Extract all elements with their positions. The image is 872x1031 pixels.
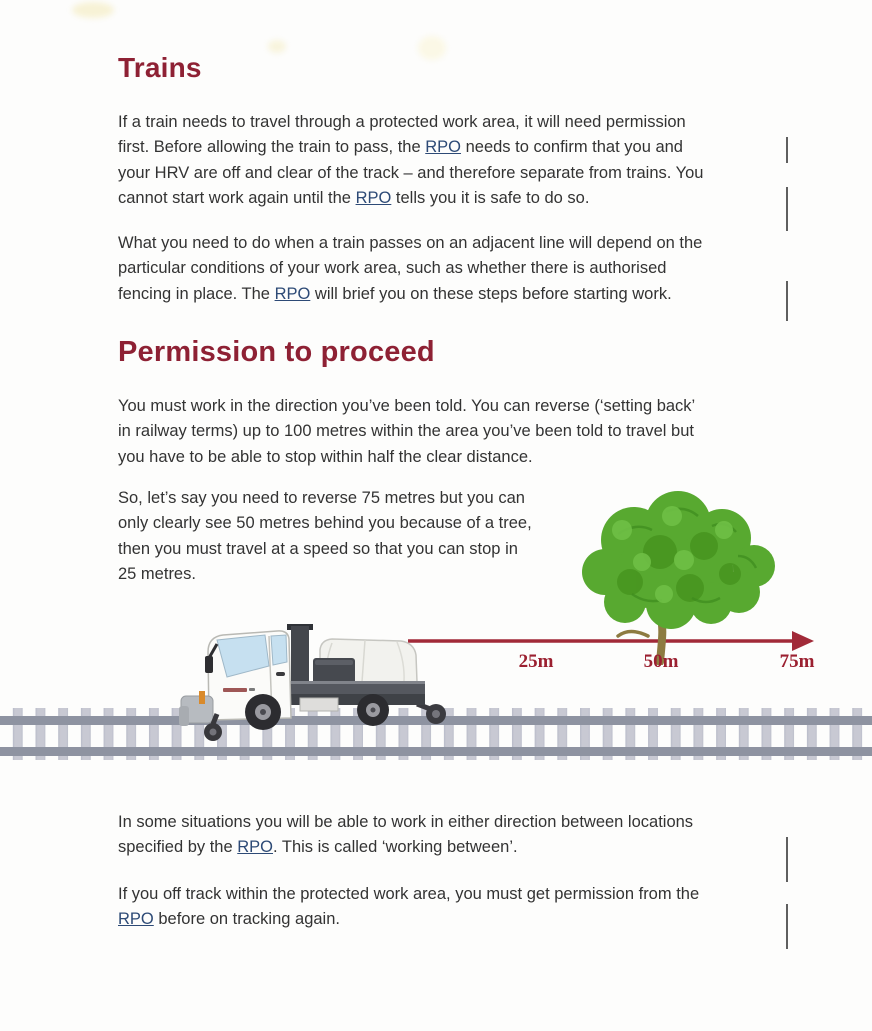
text-line bbox=[118, 835, 693, 860]
text-segment: then you must travel at a speed so that you can stop in bbox=[118, 539, 518, 558]
text-segment: So, let’s say you need to reverse 75 metres but you can bbox=[118, 489, 525, 507]
text-segment: needs to confirm that you and bbox=[461, 138, 683, 157]
paragraph-off-track bbox=[118, 882, 699, 933]
text-line bbox=[118, 907, 699, 932]
text-segment: fencing in place. The bbox=[118, 284, 275, 303]
text-line bbox=[118, 486, 532, 511]
text-line bbox=[118, 161, 703, 186]
distance-label-50m: 50m bbox=[643, 651, 679, 672]
text-line bbox=[118, 882, 699, 907]
text-segment: cannot start work again until the bbox=[118, 189, 356, 208]
text-line bbox=[118, 445, 695, 470]
revision-change-bar bbox=[786, 137, 788, 163]
text-segment: tells you it is safe to do so. bbox=[391, 189, 590, 208]
text-segment: only clearly see 50 metres behind you because of a tree, bbox=[118, 514, 532, 533]
text-segment: In some situations you will be able to work in either direction between locations bbox=[118, 813, 694, 831]
text-line bbox=[118, 394, 695, 419]
text-line bbox=[118, 256, 702, 281]
text-line bbox=[118, 282, 702, 307]
text-segment: before on tracking again. bbox=[153, 910, 340, 929]
text-segment: 25 metres. bbox=[118, 565, 196, 584]
text-segment: You must work in the direction you’ve been told. You can reverse (‘setting back’ bbox=[118, 397, 696, 415]
paragraph-train-permission bbox=[118, 110, 703, 212]
text-line bbox=[118, 231, 702, 256]
section-heading-permission-to-proceed: Permission to proceed bbox=[118, 336, 435, 368]
hirail-truck-illustration bbox=[165, 606, 450, 751]
scan-smudge bbox=[418, 36, 446, 60]
scan-smudge bbox=[268, 40, 286, 53]
text-line bbox=[118, 419, 695, 444]
revision-change-bar bbox=[786, 837, 788, 882]
rpo-link[interactable]: RPO bbox=[425, 138, 462, 157]
text-line bbox=[118, 135, 703, 160]
text-segment: If you off track within the protected work area, you must get permission from the bbox=[118, 885, 700, 903]
text-line bbox=[118, 186, 703, 211]
text-segment: you have to be able to stop within half the clear distance. bbox=[118, 447, 533, 466]
paragraph-working-between bbox=[118, 810, 693, 861]
text-segment: first. Before allowing the train to pass, the bbox=[118, 138, 426, 157]
revision-change-bar bbox=[786, 281, 788, 321]
text-segment: . This is called ‘working between’. bbox=[273, 838, 518, 857]
rpo-link[interactable]: RPO bbox=[237, 838, 274, 857]
text-segment: particular conditions of your work area, such as whether there is authorised bbox=[118, 259, 667, 278]
text-line bbox=[118, 810, 693, 835]
text-line bbox=[118, 562, 532, 587]
text-segment: in railway terms) up to 100 metres within the area you’ve been told to travel but bbox=[118, 422, 694, 441]
paragraph-adjacent-line bbox=[118, 231, 702, 307]
text-line bbox=[118, 537, 532, 562]
paragraph-reverse-example bbox=[118, 486, 532, 588]
rpo-link[interactable]: RPO bbox=[118, 910, 154, 929]
text-segment: If a train needs to travel through a protected work area, it will need permission bbox=[118, 113, 686, 131]
distance-label-75m: 75m bbox=[779, 651, 815, 672]
tree-illustration bbox=[572, 490, 787, 665]
section-heading-trains: Trains bbox=[118, 52, 202, 83]
text-line bbox=[118, 511, 532, 536]
rpo-link[interactable]: RPO bbox=[355, 189, 392, 208]
text-segment: will brief you on these steps before starting work. bbox=[310, 284, 672, 303]
text-segment: What you need to do when a train passes on an adjacent line will depend on the bbox=[118, 234, 703, 252]
rpo-link[interactable]: RPO bbox=[274, 284, 311, 303]
revision-change-bar bbox=[786, 187, 788, 231]
scan-smudge bbox=[72, 2, 114, 18]
text-line bbox=[118, 110, 703, 135]
text-segment: specified by the bbox=[118, 838, 238, 857]
text-segment: your HRV are off and clear of the track – and therefore separate from trains. You bbox=[118, 163, 704, 182]
distance-label-25m: 25m bbox=[518, 651, 554, 672]
revision-change-bar bbox=[786, 904, 788, 949]
paragraph-direction-of-work bbox=[118, 394, 695, 470]
